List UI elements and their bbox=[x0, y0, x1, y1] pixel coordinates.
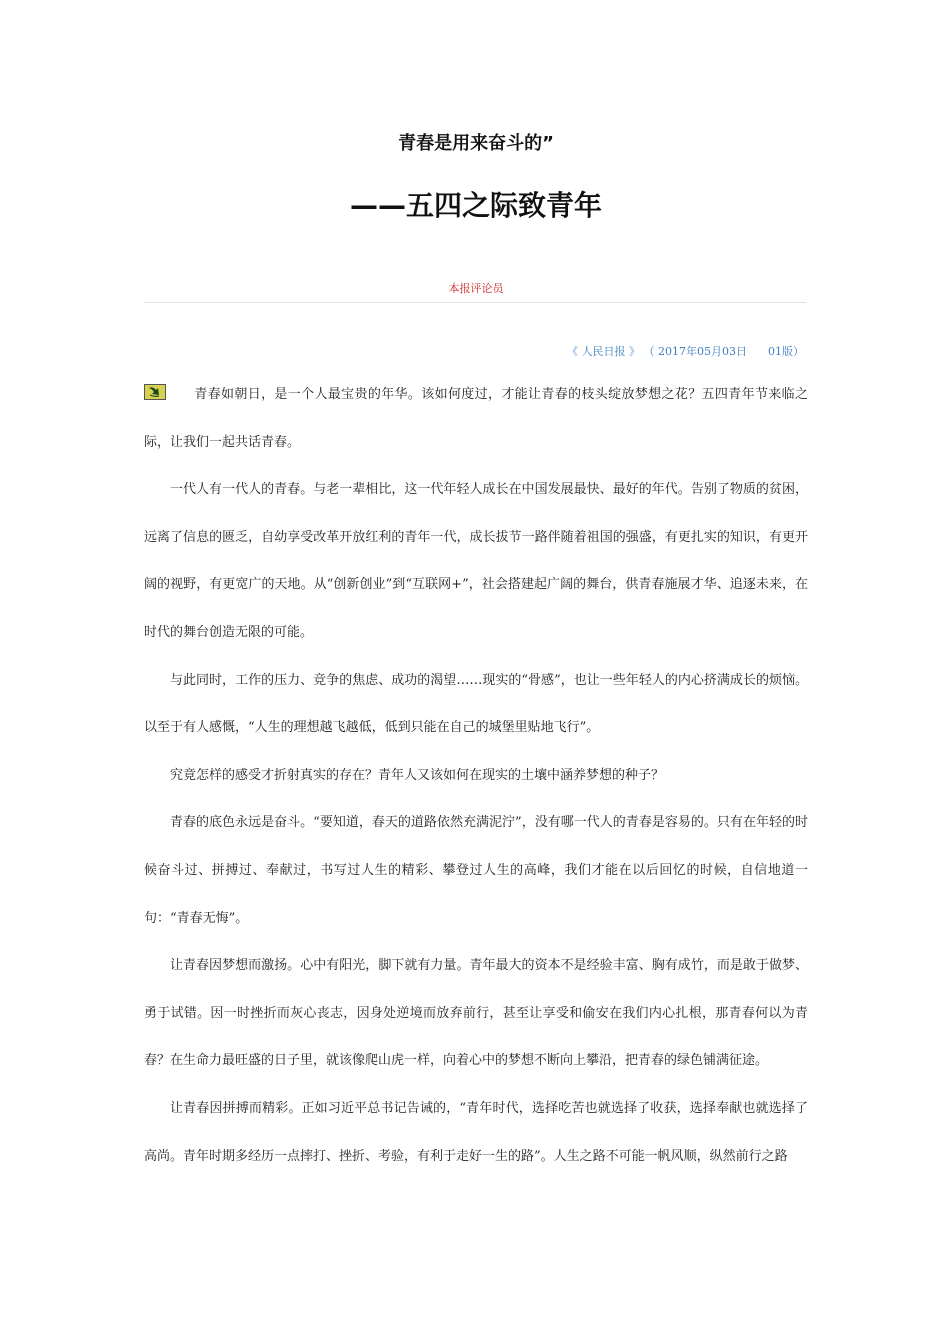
arrow-icon bbox=[144, 384, 166, 400]
paragraph bbox=[144, 371, 808, 466]
article-body bbox=[144, 371, 808, 1180]
paragraph-text: 青春如朝日，是一个人最宝贵的年华。该如何度过，才能让青春的枝头绽放梦想之花？五四青年节来临之际，让我们一起共话青春。 bbox=[144, 387, 808, 450]
source-newspaper: 《 人民日报 》 bbox=[567, 345, 641, 358]
source-edition: 01版） bbox=[768, 345, 804, 358]
paragraph: 青春的底色永远是奋斗。“要知道，春天的道路依然充满泥泞”，没有哪一代人的青春是容易的。只有在年轻的时候奋斗过、拼搏过、奉献过，书写过人生的精彩、攀登过人生的高峰，我们才能在以后回忆的时候，自信地道一句：“青春无悔”。 bbox=[144, 815, 808, 926]
paragraph: 究竟怎样的感受才折射真实的存在？青年人又该如何在现实的土壤中涵养梦想的种子？ bbox=[170, 767, 665, 783]
paragraph: 与此同时，工作的压力、竞争的焦虑、成功的渴望……现实的“骨感”，也让一些年轻人的内心挤满成长的烦恼。以至于有人感慨，“人生的理想越飞越低，低到只能在自己的城堡里贴地飞行”。 bbox=[144, 672, 808, 736]
article-title: 青春是用来奋斗的” bbox=[398, 133, 554, 154]
paragraph: 让青春因拼搏而精彩。正如习近平总书记告诫的，“青年时代，选择吃苦也就选择了收获，选择奉献也就选择了高尚。青年时期多经历一点摔打、挫折、考验，有利于走好一生的路”。人生之路不可能一帆风顺，纵然前行之路 bbox=[144, 1100, 808, 1164]
author-byline: 本报评论员 bbox=[448, 282, 504, 295]
source-line bbox=[567, 343, 804, 359]
divider bbox=[144, 302, 806, 303]
source-date: （ 2017年05月03日 bbox=[643, 345, 748, 358]
paragraph: 一代人有一代人的青春。与老一辈相比，这一代年轻人成长在中国发展最快、最好的年代。告别了物质的贫困，远离了信息的匮乏，自幼享受改革开放红利的青年一代，成长拔节一路伴随着祖国的强盛，有更扎实的知识，有更开阔的视野，有更宽广的天地。从“创新创业”到“互联网+”，社会搭建起广阔的舞台，供青春施展才华、追逐未来，在时代的舞台创造无限的可能。 bbox=[144, 482, 808, 640]
article-subtitle: ——五四之际致青年 bbox=[349, 189, 602, 222]
paragraph: 让青春因梦想而激扬。心中有阳光，脚下就有力量。青年最大的资本不是经验丰富、胸有成竹，而是敢于做梦、勇于试错。因一时挫折而灰心丧志，因身处逆境而放弃前行，甚至让享受和偷安在我们内心扎根，那青春何以为青春？在生命力最旺盛的日子里，就该像爬山虎一样，向着心中的梦想不断向上攀沿，把青春的绿色铺满征途。 bbox=[144, 958, 808, 1069]
